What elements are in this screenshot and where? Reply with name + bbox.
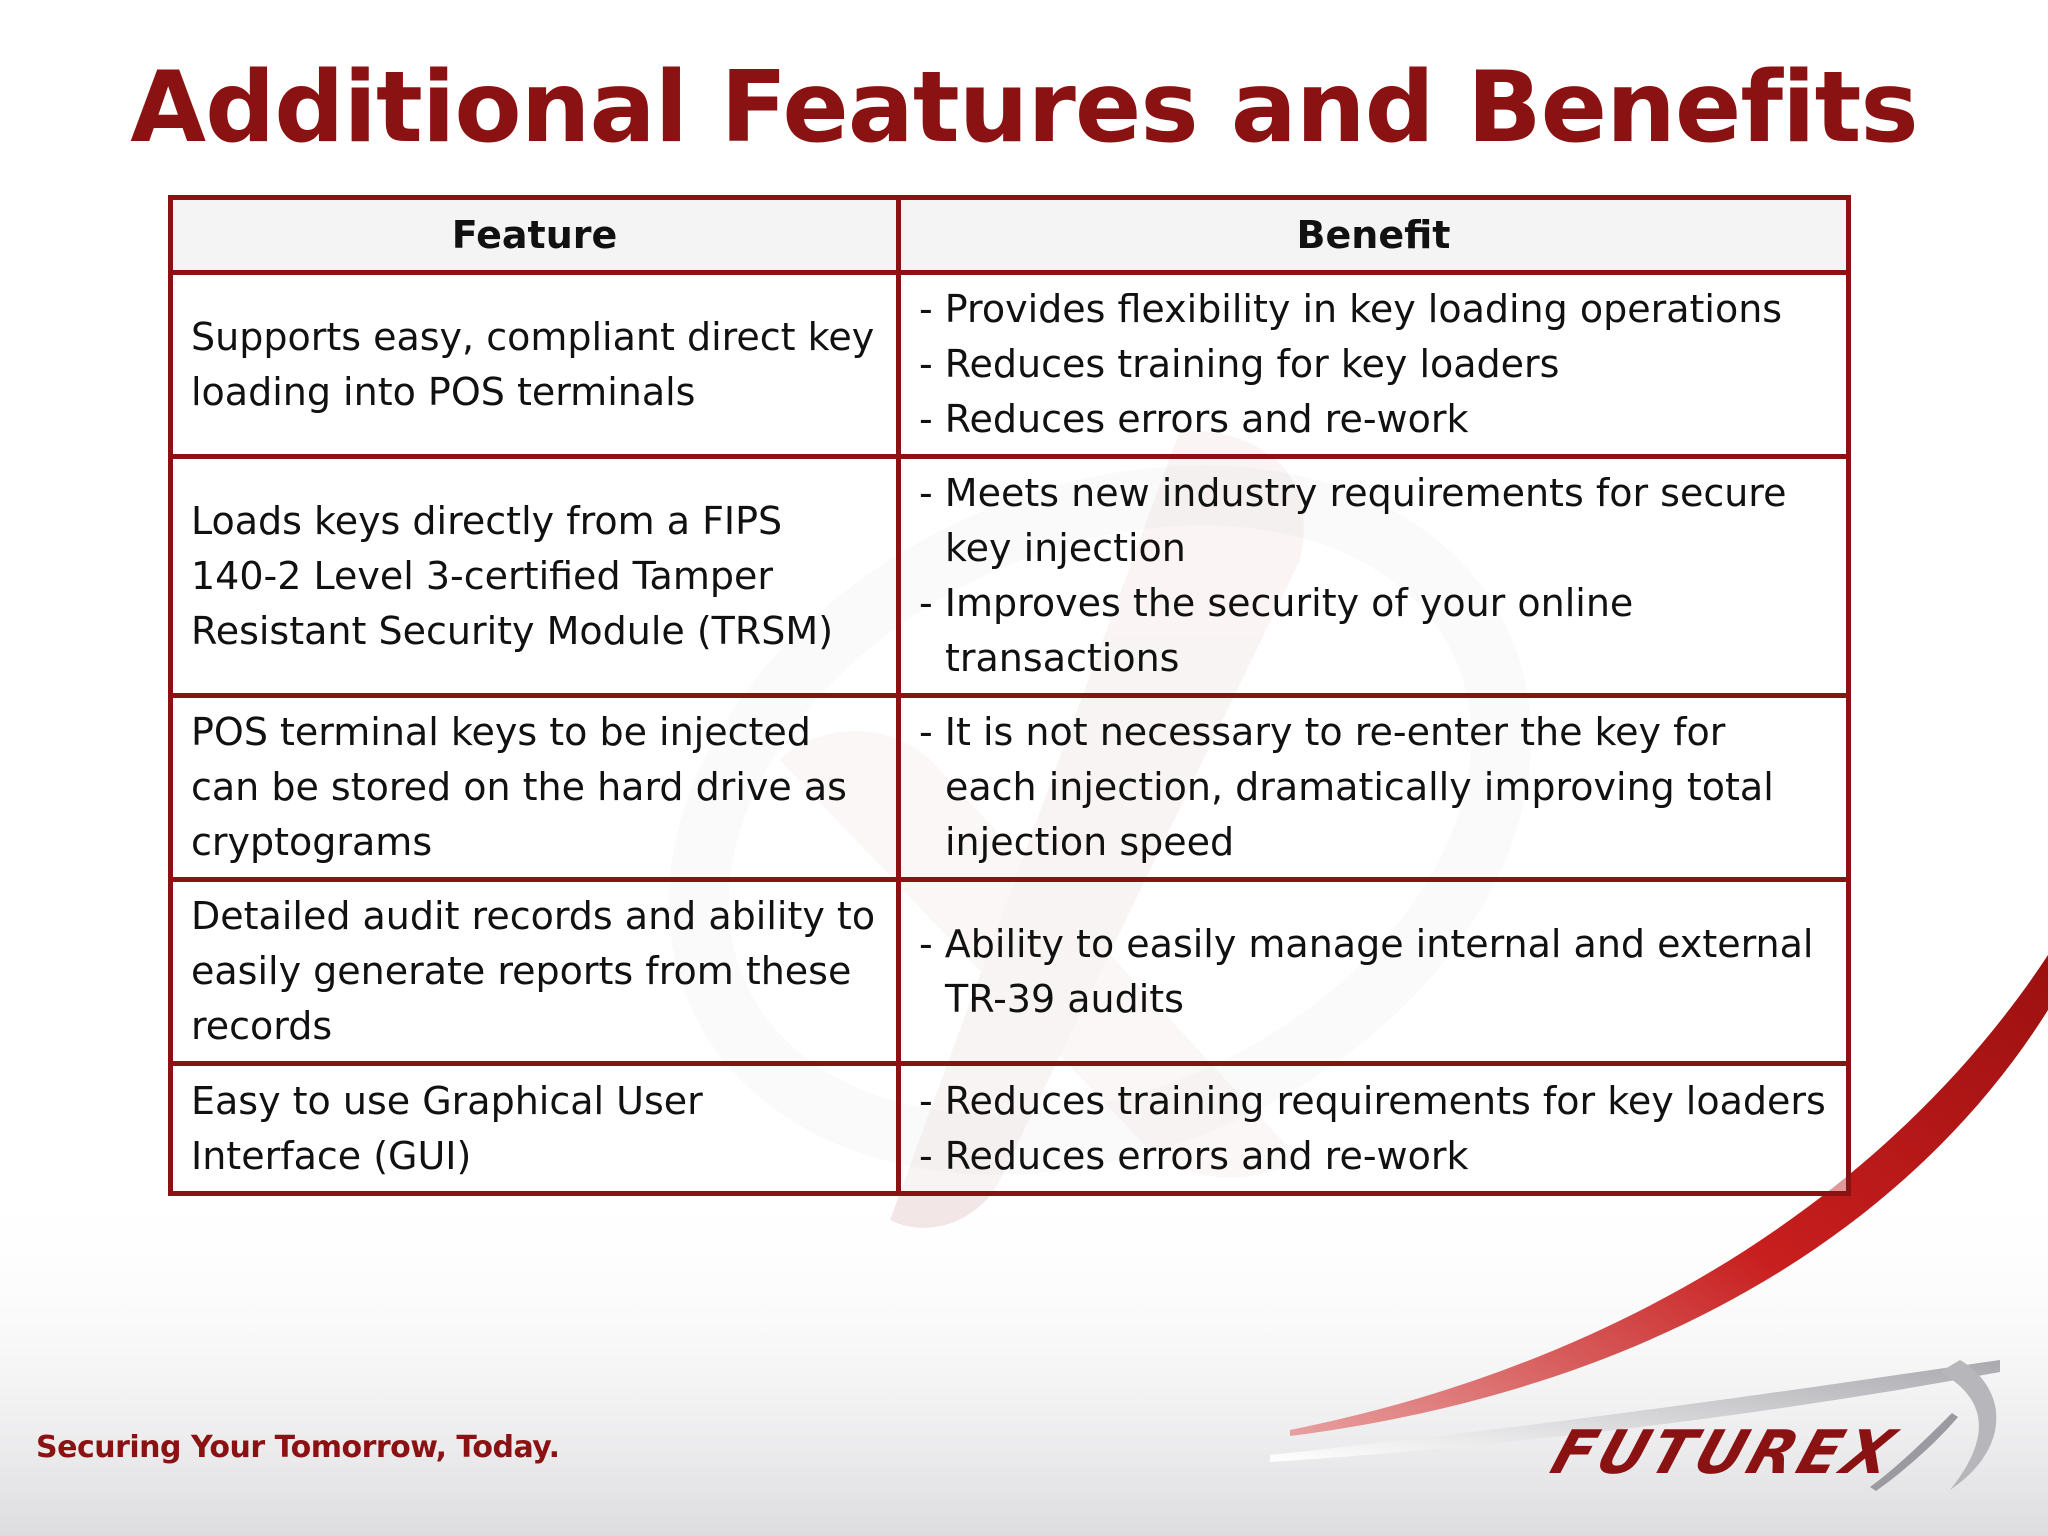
benefit-item: - Reduces training requirements for key loaders (919, 1078, 1826, 1123)
header-benefit: Benefit (899, 198, 1849, 273)
benefit-cell (899, 457, 1849, 696)
feature-cell: Loads keys directly from a FIPS 140-2 Level 3-certified Tamper Resistant Security Module (TRSM) (171, 457, 899, 696)
benefit-cell (899, 696, 1849, 880)
futurex-logo (1540, 1405, 1960, 1495)
table-row (171, 457, 1849, 696)
benefit-cell (899, 273, 1849, 457)
benefit-item: - Provides flexibility in key loading operations (919, 287, 1783, 331)
benefit-item: - Reduces errors and re-work (919, 397, 1469, 441)
feature-cell: POS terminal keys to be injected can be stored on the hard drive as cryptograms (171, 696, 899, 880)
benefit-cell (899, 1064, 1849, 1194)
feature-cell: Detailed audit records and ability to easily generate reports from these records (171, 880, 899, 1064)
feature-benefit-table-wrap (168, 195, 1846, 1196)
feature-cell: Supports easy, compliant direct key loading into POS terminals (171, 273, 899, 457)
benefit-item: - Improves the security of your online transactions (919, 581, 1634, 680)
benefit-item: - Meets new industry requirements for secure key injection (919, 471, 1787, 570)
feature-benefit-table (168, 195, 1851, 1196)
table-row (171, 1064, 1849, 1194)
slide-title: Additional Features and Benefits (130, 51, 1918, 165)
benefit-item: - Reduces errors and re-work (919, 1133, 1469, 1178)
benefit-cell (899, 880, 1849, 1064)
futurex-logo-wordmark: FUTUREX (1543, 1417, 1907, 1488)
benefit-item: - It is not necessary to re-enter the key for each injection, dramatically improving total injection speed (919, 710, 1774, 864)
feature-cell: Easy to use Graphical User Interface (GUI) (171, 1064, 899, 1194)
header-feature: Feature (171, 198, 899, 273)
table-row (171, 880, 1849, 1064)
footer-tagline: Securing Your Tomorrow, Today. (36, 1430, 560, 1465)
table-row (171, 696, 1849, 880)
benefit-item: - Reduces training for key loaders (919, 342, 1560, 386)
benefit-item: - Ability to easily manage internal and external TR-39 audits (919, 921, 1814, 1021)
table-header-row (171, 198, 1849, 273)
table-row (171, 273, 1849, 457)
